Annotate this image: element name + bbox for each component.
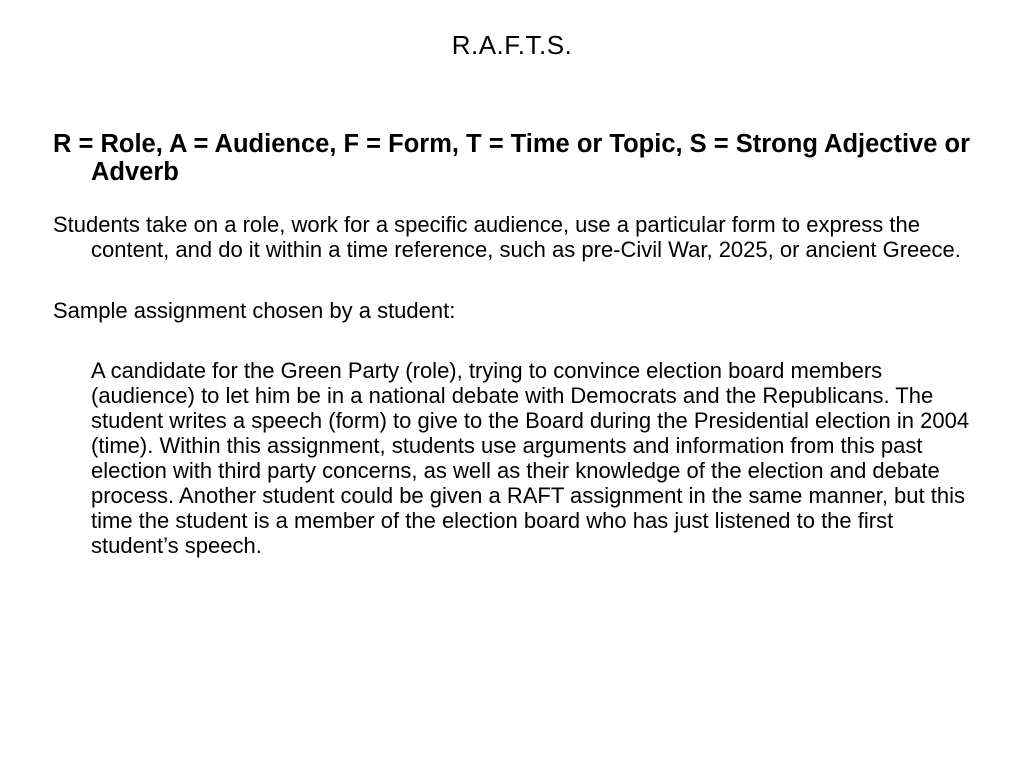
rafts-definition-heading: R = Role, A = Audience, F = Form, T = Time or Topic, S = Strong Adjective or Adverb [53,130,971,186]
sample-assignment-intro: Sample assignment chosen by a student: [53,298,456,323]
slide-body [53,130,983,558]
sample-assignment-text: A candidate for the Green Party (role), trying to convince election board members (audience) to let him be in a national debate with Democrats and the Republicans. The student writes a speech (form) to give to the Board during the Presidential election in 2004 (time). Within this assignment, students use arguments and information from this past election with third party concerns, as well as their knowledge of the election and debate process. Another student could be given a RAFT assignment in the same manner, but this time the student is a member of the election board who has just listened to the first student’s speech. [91,358,970,558]
slide-title: R.A.F.T.S. [451,30,573,60]
rafts-description: Students take on a role, work for a specific audience, use a particular form to express the content, and do it within a time reference, such as pre-Civil War, 2025, or ancient Greece. [53,212,961,262]
